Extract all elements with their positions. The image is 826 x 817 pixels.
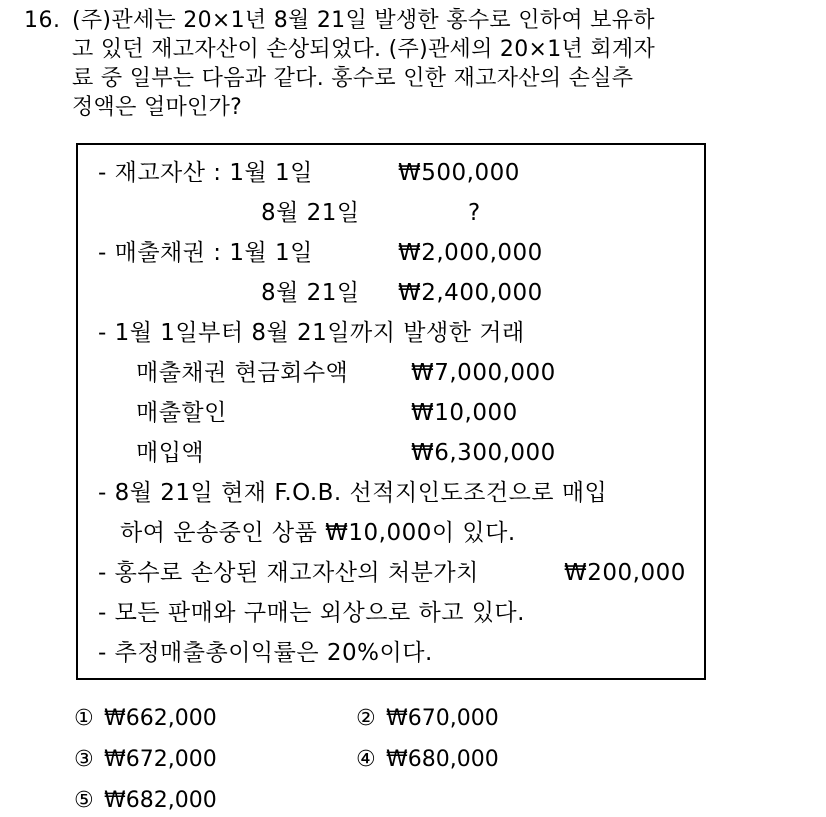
sales-discount-value: ₩10,000 bbox=[411, 400, 518, 426]
sales-discount-label: 매출할인 bbox=[136, 400, 227, 426]
choice-3[interactable] bbox=[74, 746, 217, 774]
cash-collections-label: 매출채권 현금회수액 bbox=[136, 360, 349, 386]
inventory-jan1-label: - 재고자산 : 1월 1일 bbox=[98, 160, 313, 186]
purchases-value: ₩6,300,000 bbox=[411, 440, 556, 466]
inventory-aug21-label: 8월 21일 bbox=[261, 200, 360, 226]
receivables-aug21-label: 8월 21일 bbox=[261, 280, 360, 306]
choice-5[interactable] bbox=[74, 787, 217, 815]
choice-4-text: ₩680,000 bbox=[386, 747, 499, 772]
receivables-aug21-value: ₩2,400,000 bbox=[398, 280, 543, 306]
fob-line-1: - 8월 21일 현재 F.O.B. 선적지인도조건으로 매입 bbox=[98, 480, 608, 506]
choice-1-mark: ① bbox=[74, 706, 94, 731]
credit-note: - 모든 판매와 구매는 외상으로 하고 있다. bbox=[98, 600, 525, 626]
choice-2-mark: ② bbox=[356, 706, 376, 731]
choice-3-mark: ③ bbox=[74, 747, 94, 772]
stem-line-3: 료 중 일부는 다음과 같다. 홍수로 인한 재고자산의 손실추 bbox=[72, 66, 634, 91]
stem-line-4: 정액은 얼마인가? bbox=[72, 95, 243, 120]
cash-collections-value: ₩7,000,000 bbox=[411, 360, 556, 386]
receivables-jan1-label: - 매출채권 : 1월 1일 bbox=[98, 240, 313, 266]
choice-4-mark: ④ bbox=[356, 747, 376, 772]
choice-2[interactable] bbox=[356, 705, 499, 733]
salvage-value: ₩200,000 bbox=[564, 560, 686, 586]
stem-line-2: 고 있던 재고자산이 손상되었다. (주)관세의 20×1년 회계자 bbox=[72, 37, 656, 62]
choice-1[interactable] bbox=[74, 705, 217, 733]
gross-margin-note: - 추정매출총이익률은 20%이다. bbox=[98, 640, 433, 666]
choice-1-text: ₩662,000 bbox=[104, 706, 217, 731]
stem-line-1: (주)관세는 20×1년 8월 21일 발생한 홍수로 인하여 보유하 bbox=[72, 8, 655, 33]
receivables-jan1-value: ₩2,000,000 bbox=[398, 240, 543, 266]
choice-5-text: ₩682,000 bbox=[104, 788, 217, 813]
choice-2-text: ₩670,000 bbox=[386, 706, 499, 731]
question-stem bbox=[72, 6, 772, 122]
choice-5-mark: ⑤ bbox=[74, 788, 94, 813]
choice-3-text: ₩672,000 bbox=[104, 747, 217, 772]
salvage-label: - 홍수로 손상된 재고자산의 처분가치 bbox=[98, 560, 479, 586]
question-number: 16. bbox=[24, 8, 61, 33]
inventory-aug21-value: ? bbox=[468, 200, 481, 226]
fob-line-2: 하여 운송중인 상품 ₩10,000이 있다. bbox=[120, 520, 516, 546]
inventory-jan1-value: ₩500,000 bbox=[398, 160, 520, 186]
choice-4[interactable] bbox=[356, 746, 499, 774]
transactions-heading: - 1월 1일부터 8월 21일까지 발생한 거래 bbox=[98, 320, 525, 346]
purchases-label: 매입액 bbox=[136, 440, 205, 466]
data-box bbox=[76, 143, 706, 680]
